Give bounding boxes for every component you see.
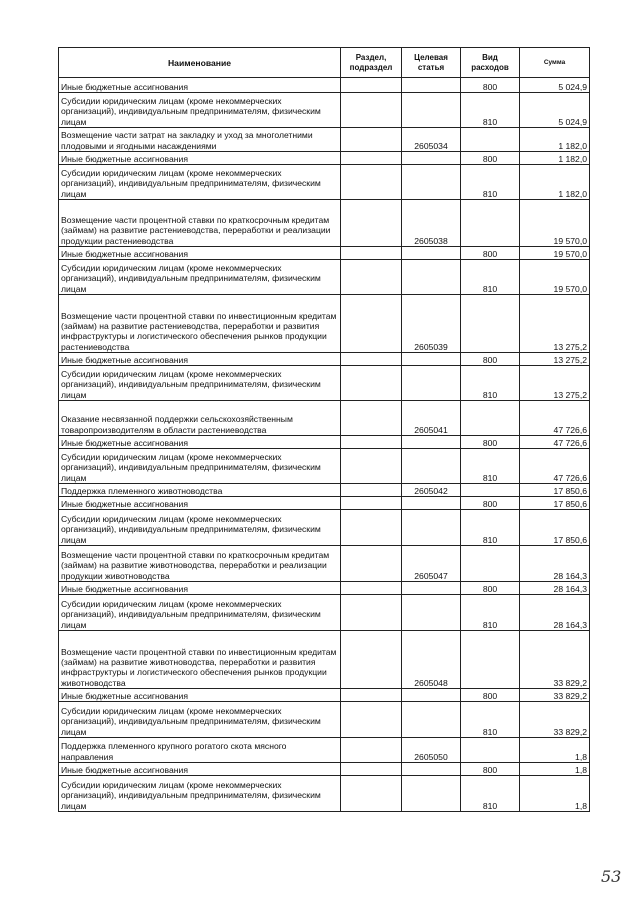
cell-type: 800 bbox=[461, 247, 520, 260]
cell-section bbox=[341, 763, 402, 776]
cell-target bbox=[402, 152, 461, 165]
cell-type bbox=[461, 295, 520, 353]
cell-name: Иные бюджетные ассигнования bbox=[59, 353, 341, 366]
cell-section bbox=[341, 689, 402, 702]
cell-target bbox=[402, 247, 461, 260]
cell-sum: 1,8 bbox=[520, 776, 590, 812]
cell-target bbox=[402, 582, 461, 595]
cell-type: 810 bbox=[461, 366, 520, 401]
cell-sum: 5 024,9 bbox=[520, 78, 590, 93]
cell-sum: 1 182,0 bbox=[520, 128, 590, 152]
header-name: Наименование bbox=[59, 48, 341, 78]
cell-target: 2605047 bbox=[402, 546, 461, 582]
cell-section bbox=[341, 93, 402, 128]
table-row bbox=[59, 366, 590, 401]
cell-target bbox=[402, 497, 461, 510]
cell-target: 2605041 bbox=[402, 401, 461, 436]
cell-target: 2605038 bbox=[402, 200, 461, 247]
table-row bbox=[59, 78, 590, 93]
table-row bbox=[59, 582, 590, 595]
cell-sum: 33 829,2 bbox=[520, 631, 590, 689]
table-row bbox=[59, 484, 590, 497]
cell-name: Субсидии юридическим лицам (кроме некоммерческих организаций), индивидуальным предпринимателям, физическим лицам bbox=[59, 260, 341, 295]
cell-target bbox=[402, 510, 461, 546]
cell-type: 800 bbox=[461, 689, 520, 702]
cell-type: 810 bbox=[461, 510, 520, 546]
cell-sum: 33 829,2 bbox=[520, 702, 590, 738]
header-target: Целевая статья bbox=[402, 48, 461, 78]
cell-type bbox=[461, 128, 520, 152]
table-row bbox=[59, 763, 590, 776]
cell-section bbox=[341, 595, 402, 631]
table-row bbox=[59, 152, 590, 165]
cell-name: Иные бюджетные ассигнования bbox=[59, 436, 341, 449]
header-section: Раздел, подраздел bbox=[341, 48, 402, 78]
cell-section bbox=[341, 295, 402, 353]
table-row bbox=[59, 702, 590, 738]
cell-sum: 1 182,0 bbox=[520, 165, 590, 200]
cell-sum: 1,8 bbox=[520, 763, 590, 776]
cell-sum: 17 850,6 bbox=[520, 510, 590, 546]
page-number: 53 bbox=[601, 867, 622, 886]
cell-section bbox=[341, 449, 402, 484]
cell-type: 810 bbox=[461, 260, 520, 295]
cell-target bbox=[402, 78, 461, 93]
cell-section bbox=[341, 582, 402, 595]
cell-sum: 19 570,0 bbox=[520, 200, 590, 247]
table-row bbox=[59, 295, 590, 353]
table-row bbox=[59, 776, 590, 812]
cell-type: 810 bbox=[461, 449, 520, 484]
cell-section bbox=[341, 401, 402, 436]
cell-name: Иные бюджетные ассигнования bbox=[59, 247, 341, 260]
cell-name: Иные бюджетные ассигнования bbox=[59, 78, 341, 93]
cell-sum: 13 275,2 bbox=[520, 353, 590, 366]
cell-name: Субсидии юридическим лицам (кроме некоммерческих организаций), индивидуальным предпринимателям, физическим лицам bbox=[59, 93, 341, 128]
cell-type: 810 bbox=[461, 165, 520, 200]
cell-target bbox=[402, 436, 461, 449]
table-row bbox=[59, 546, 590, 582]
table-row bbox=[59, 497, 590, 510]
cell-target bbox=[402, 93, 461, 128]
table-row bbox=[59, 165, 590, 200]
cell-sum: 28 164,3 bbox=[520, 582, 590, 595]
cell-type: 810 bbox=[461, 595, 520, 631]
cell-target bbox=[402, 449, 461, 484]
cell-sum: 17 850,6 bbox=[520, 484, 590, 497]
cell-type: 810 bbox=[461, 776, 520, 812]
cell-name: Поддержка племенного животноводства bbox=[59, 484, 341, 497]
cell-section bbox=[341, 436, 402, 449]
cell-name: Субсидии юридическим лицам (кроме некоммерческих организаций), индивидуальным предпринимателям, физическим лицам bbox=[59, 510, 341, 546]
cell-sum: 13 275,2 bbox=[520, 295, 590, 353]
header-type: Вид расходов bbox=[461, 48, 520, 78]
cell-sum: 33 829,2 bbox=[520, 689, 590, 702]
cell-target bbox=[402, 702, 461, 738]
table-header-row bbox=[59, 48, 590, 78]
cell-name: Поддержка племенного крупного рогатого скота мясного направления bbox=[59, 738, 341, 763]
cell-name: Субсидии юридическим лицам (кроме некоммерческих организаций), индивидуальным предпринимателям, физическим лицам bbox=[59, 702, 341, 738]
cell-section bbox=[341, 165, 402, 200]
cell-name: Возмещение части процентной ставки по инвестиционным кредитам (займам) на развитие растениеводства, переработки и развития инфраструктуры и логистического обеспечения рынков продукции растениеводства bbox=[59, 295, 341, 353]
table-row bbox=[59, 631, 590, 689]
cell-sum: 1 182,0 bbox=[520, 152, 590, 165]
cell-type: 800 bbox=[461, 763, 520, 776]
cell-section bbox=[341, 152, 402, 165]
cell-target: 2605034 bbox=[402, 128, 461, 152]
cell-section bbox=[341, 510, 402, 546]
cell-section bbox=[341, 353, 402, 366]
cell-target bbox=[402, 353, 461, 366]
cell-section bbox=[341, 497, 402, 510]
cell-sum: 28 164,3 bbox=[520, 595, 590, 631]
table-row bbox=[59, 128, 590, 152]
cell-name: Иные бюджетные ассигнования bbox=[59, 689, 341, 702]
cell-sum: 47 726,6 bbox=[520, 436, 590, 449]
cell-section bbox=[341, 260, 402, 295]
cell-section bbox=[341, 200, 402, 247]
cell-sum: 5 024,9 bbox=[520, 93, 590, 128]
cell-type: 800 bbox=[461, 152, 520, 165]
cell-sum: 13 275,2 bbox=[520, 366, 590, 401]
cell-section bbox=[341, 484, 402, 497]
cell-target bbox=[402, 689, 461, 702]
cell-target bbox=[402, 165, 461, 200]
cell-sum: 1,8 bbox=[520, 738, 590, 763]
budget-table bbox=[58, 47, 590, 812]
cell-type: 810 bbox=[461, 93, 520, 128]
table-row bbox=[59, 93, 590, 128]
cell-target bbox=[402, 776, 461, 812]
cell-sum: 19 570,0 bbox=[520, 247, 590, 260]
cell-name: Иные бюджетные ассигнования bbox=[59, 497, 341, 510]
cell-type: 800 bbox=[461, 353, 520, 366]
table-row bbox=[59, 401, 590, 436]
table-row bbox=[59, 260, 590, 295]
cell-type bbox=[461, 484, 520, 497]
cell-sum: 19 570,0 bbox=[520, 260, 590, 295]
table-row bbox=[59, 510, 590, 546]
cell-section bbox=[341, 128, 402, 152]
cell-type bbox=[461, 546, 520, 582]
cell-target bbox=[402, 763, 461, 776]
cell-section bbox=[341, 702, 402, 738]
cell-target bbox=[402, 366, 461, 401]
cell-sum: 28 164,3 bbox=[520, 546, 590, 582]
cell-name: Возмещение части процентной ставки по краткосрочным кредитам (займам) на развитие животноводства, переработки и реализации продукции животноводства bbox=[59, 546, 341, 582]
cell-type: 800 bbox=[461, 582, 520, 595]
cell-target: 2605050 bbox=[402, 738, 461, 763]
cell-section bbox=[341, 546, 402, 582]
table-row bbox=[59, 200, 590, 247]
cell-name: Возмещение части процентной ставки по краткосрочным кредитам (займам) на развитие растениеводства, переработки и реализации продукции растениеводства bbox=[59, 200, 341, 247]
cell-type bbox=[461, 200, 520, 247]
cell-section bbox=[341, 738, 402, 763]
cell-type: 800 bbox=[461, 436, 520, 449]
cell-section bbox=[341, 366, 402, 401]
cell-name: Возмещение части процентной ставки по инвестиционным кредитам (займам) на развитие животноводства, переработки и развития инфраструктуры и логистического обеспечения рынков продукции животноводства bbox=[59, 631, 341, 689]
cell-section bbox=[341, 78, 402, 93]
cell-section bbox=[341, 247, 402, 260]
cell-type: 800 bbox=[461, 497, 520, 510]
cell-section bbox=[341, 776, 402, 812]
cell-sum: 47 726,6 bbox=[520, 449, 590, 484]
table-row bbox=[59, 689, 590, 702]
cell-name: Субсидии юридическим лицам (кроме некоммерческих организаций), индивидуальным предпринимателям, физическим лицам bbox=[59, 595, 341, 631]
cell-name: Иные бюджетные ассигнования bbox=[59, 763, 341, 776]
cell-type bbox=[461, 738, 520, 763]
cell-name: Субсидии юридическим лицам (кроме некоммерческих организаций), индивидуальным предпринимателям, физическим лицам bbox=[59, 366, 341, 401]
table-row bbox=[59, 247, 590, 260]
table-row bbox=[59, 738, 590, 763]
cell-name: Субсидии юридическим лицам (кроме некоммерческих организаций), индивидуальным предпринимателям, физическим лицам bbox=[59, 449, 341, 484]
cell-name: Оказание несвязанной поддержки сельскохозяйственным товаропроизводителям в области растениеводства bbox=[59, 401, 341, 436]
table-row bbox=[59, 595, 590, 631]
cell-sum: 17 850,6 bbox=[520, 497, 590, 510]
cell-target: 2605048 bbox=[402, 631, 461, 689]
cell-name: Иные бюджетные ассигнования bbox=[59, 152, 341, 165]
cell-name: Субсидии юридическим лицам (кроме некоммерческих организаций), индивидуальным предпринимателям, физическим лицам bbox=[59, 776, 341, 812]
cell-sum: 47 726,6 bbox=[520, 401, 590, 436]
table-row bbox=[59, 449, 590, 484]
cell-type: 800 bbox=[461, 78, 520, 93]
cell-target: 2605039 bbox=[402, 295, 461, 353]
table-row bbox=[59, 436, 590, 449]
cell-type: 810 bbox=[461, 702, 520, 738]
header-sum: Сумма bbox=[520, 48, 590, 78]
cell-type bbox=[461, 631, 520, 689]
cell-type bbox=[461, 401, 520, 436]
table-row bbox=[59, 353, 590, 366]
cell-target bbox=[402, 260, 461, 295]
cell-name: Возмещение части затрат на закладку и уход за многолетними плодовыми и ягодными насаждениями bbox=[59, 128, 341, 152]
cell-target: 2605042 bbox=[402, 484, 461, 497]
cell-target bbox=[402, 595, 461, 631]
cell-section bbox=[341, 631, 402, 689]
cell-name: Иные бюджетные ассигнования bbox=[59, 582, 341, 595]
cell-name: Субсидии юридическим лицам (кроме некоммерческих организаций), индивидуальным предпринимателям, физическим лицам bbox=[59, 165, 341, 200]
